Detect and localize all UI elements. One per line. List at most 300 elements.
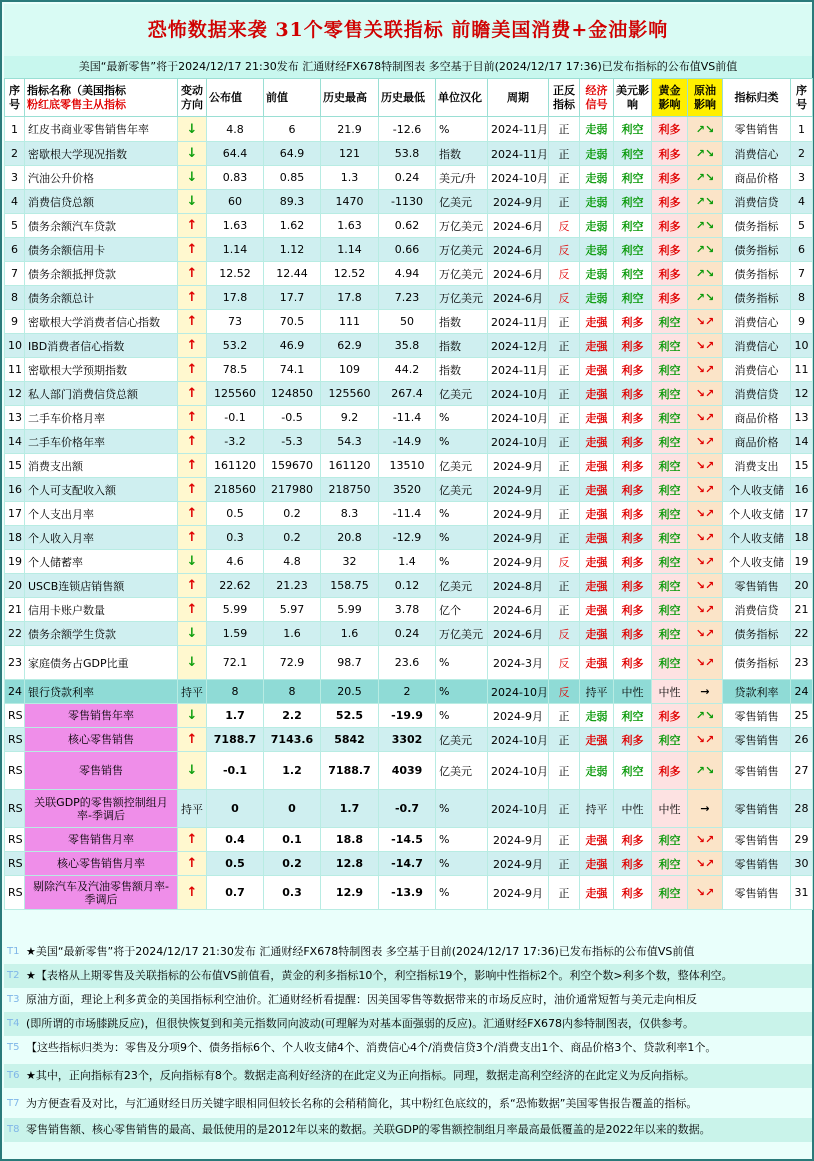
cell-published: 0.5 [207, 852, 264, 876]
cell-published: 5.99 [207, 598, 264, 622]
cell-econ-signal: 走强 [580, 478, 614, 502]
cell-pos-neg: 反 [549, 680, 580, 704]
cell-hist-high: 98.7 [321, 646, 379, 680]
table-row [5, 214, 813, 238]
col-hi: 历史最高 [321, 79, 379, 117]
cell-seq2: 5 [791, 214, 813, 238]
cell-usd-impact: 利多 [614, 334, 652, 358]
cell-published: 1.59 [207, 622, 264, 646]
cell-seq2: 18 [791, 526, 813, 550]
arrow-up-icon: ↑ [186, 530, 198, 545]
cell-direction [178, 574, 207, 598]
direction-label: 持平 [181, 802, 203, 816]
cell-category: 消费信心 [723, 142, 791, 166]
cell-pos-neg: 反 [549, 622, 580, 646]
cell-previous: 0.2 [264, 502, 321, 526]
cell-seq: 7 [5, 262, 25, 286]
cell-previous: 1.6 [264, 622, 321, 646]
cell-direction [178, 454, 207, 478]
cell-previous: 1.62 [264, 214, 321, 238]
cell-oil-impact: ↘↗ [688, 358, 723, 382]
col-econ: 经济信号 [580, 79, 614, 117]
cell-category: 债务指标 [723, 214, 791, 238]
cell-hist-high: 1.6 [321, 622, 379, 646]
cell-unit: % [436, 502, 488, 526]
cell-category: 商品价格 [723, 406, 791, 430]
cell-name: 信用卡账户数量 [25, 598, 178, 622]
arrow-up-icon: ↑ [186, 578, 198, 593]
cell-econ-signal: 持平 [580, 790, 614, 828]
cell-seq: 6 [5, 238, 25, 262]
arrow-up-icon: ↑ [186, 602, 198, 617]
cell-unit: 万亿美元 [436, 262, 488, 286]
table-row [5, 190, 813, 214]
arrow-up-icon: ↑ [186, 314, 198, 329]
cell-previous: 70.5 [264, 310, 321, 334]
note-line [4, 1064, 812, 1088]
table-row [5, 358, 813, 382]
arrow-up-icon: ↑ [186, 856, 198, 871]
cell-published: -3.2 [207, 430, 264, 454]
cell-oil-impact: ↗↘ [688, 238, 723, 262]
cell-category: 零售销售 [723, 704, 791, 728]
cell-direction [178, 286, 207, 310]
cell-name: 银行贷款利率 [25, 680, 178, 704]
cell-published: 53.2 [207, 334, 264, 358]
cell-published: 125560 [207, 382, 264, 406]
cell-pos-neg: 反 [549, 646, 580, 680]
cell-unit: 美元/升 [436, 166, 488, 190]
cell-period: 2024-9月 [488, 704, 549, 728]
cell-name: 债务余额抵押贷款 [25, 262, 178, 286]
cell-name: 私人部门消费信贷总额 [25, 382, 178, 406]
cell-period: 2024-9月 [488, 190, 549, 214]
cell-pos-neg: 反 [549, 238, 580, 262]
table-row [5, 704, 813, 728]
cell-previous: 64.9 [264, 142, 321, 166]
cell-direction [178, 334, 207, 358]
cell-seq2: 10 [791, 334, 813, 358]
cell-pos-neg: 正 [549, 752, 580, 790]
note-text: 【这些指标归类为：零售及分项9个、债务指标6个、个人收支储4个、消费信心4个/消费信贷3个/消费支出1个、商品价格3个、贷款利率1个。 [26, 1041, 717, 1054]
arrow-up-icon: ↑ [186, 242, 198, 257]
cell-hist-high: 32 [321, 550, 379, 574]
cell-hist-low: 50 [379, 310, 436, 334]
col-period: 周期 [488, 79, 549, 117]
cell-seq: RS [5, 790, 25, 828]
cell-seq: 21 [5, 598, 25, 622]
table-row [5, 598, 813, 622]
cell-period: 2024-9月 [488, 478, 549, 502]
cell-pos-neg: 正 [549, 526, 580, 550]
table-row [5, 622, 813, 646]
cell-previous: 159670 [264, 454, 321, 478]
note-text: 原油方面，理论上利多黄金的美国指标利空油价。汇通财经析看提醒：因美国零售等数据带来的市场反应时，油价通常短暂与美元走向相反 [26, 993, 697, 1006]
cell-econ-signal: 走强 [580, 406, 614, 430]
note-tag: T2 [7, 970, 20, 981]
col-usd: 美元影响 [614, 79, 652, 117]
cell-direction [178, 622, 207, 646]
cell-published: 1.14 [207, 238, 264, 262]
cell-pos-neg: 正 [549, 142, 580, 166]
cell-published: 1.63 [207, 214, 264, 238]
table-row [5, 310, 813, 334]
cell-category: 债务指标 [723, 646, 791, 680]
cell-previous: 8 [264, 680, 321, 704]
arrow-down-icon: ↓ [186, 763, 198, 778]
cell-previous: 124850 [264, 382, 321, 406]
cell-gold-impact: 利空 [652, 728, 688, 752]
cell-hist-high: 18.8 [321, 828, 379, 852]
cell-oil-impact: ↗↘ [688, 752, 723, 790]
cell-unit: 亿美元 [436, 478, 488, 502]
cell-published: 7188.7 [207, 728, 264, 752]
cell-seq2: 30 [791, 852, 813, 876]
cell-oil-impact: ↗↘ [688, 704, 723, 728]
cell-period: 2024-11月 [488, 358, 549, 382]
cell-period: 2024-11月 [488, 310, 549, 334]
cell-name: 剔除汽车及汽油零售额月率-季调后 [25, 876, 178, 910]
cell-pos-neg: 正 [549, 728, 580, 752]
cell-published: 72.1 [207, 646, 264, 680]
cell-category: 消费信贷 [723, 190, 791, 214]
col-name-line1: 指标名称（美国指标 [27, 83, 126, 97]
cell-usd-impact: 利空 [614, 752, 652, 790]
table-row [5, 752, 813, 790]
cell-direction [178, 704, 207, 728]
note-tag: T8 [7, 1124, 20, 1135]
cell-seq2: 14 [791, 430, 813, 454]
cell-pos-neg: 正 [549, 430, 580, 454]
cell-period: 2024-10月 [488, 430, 549, 454]
cell-direction [178, 310, 207, 334]
arrow-up-icon: ↑ [186, 218, 198, 233]
cell-name: 密歇根大学预期指数 [25, 358, 178, 382]
cell-gold-impact: 利空 [652, 382, 688, 406]
cell-gold-impact: 中性 [652, 790, 688, 828]
cell-pos-neg: 正 [549, 382, 580, 406]
arrow-down-icon: ↓ [186, 655, 198, 670]
cell-econ-signal: 走强 [580, 526, 614, 550]
cell-direction [178, 406, 207, 430]
cell-hist-low: 35.8 [379, 334, 436, 358]
cell-category: 零售销售 [723, 728, 791, 752]
arrow-up-icon: ↑ [186, 458, 198, 473]
cell-previous: 1.12 [264, 238, 321, 262]
cell-unit: % [436, 526, 488, 550]
cell-previous: 74.1 [264, 358, 321, 382]
note-tag: T6 [7, 1070, 20, 1081]
cell-usd-impact: 利多 [614, 478, 652, 502]
col-dir: 变动方向 [178, 79, 207, 117]
cell-previous: 0.2 [264, 526, 321, 550]
cell-usd-impact: 利多 [614, 646, 652, 680]
cell-seq2: 7 [791, 262, 813, 286]
arrow-up-icon: ↑ [186, 386, 198, 401]
cell-unit: % [436, 680, 488, 704]
arrow-down-icon: ↓ [186, 170, 198, 185]
cell-seq: 23 [5, 646, 25, 680]
arrow-down-icon: ↓ [186, 146, 198, 161]
table-row [5, 454, 813, 478]
cell-pos-neg: 正 [549, 478, 580, 502]
cell-unit: 指数 [436, 334, 488, 358]
cell-name: 关联GDP的零售额控制组月率-季调后 [25, 790, 178, 828]
cell-unit: 万亿美元 [436, 238, 488, 262]
cell-previous: 2.2 [264, 704, 321, 728]
note-tag: T4 [7, 1018, 20, 1029]
cell-pos-neg: 正 [549, 598, 580, 622]
cell-hist-low: -14.5 [379, 828, 436, 852]
cell-gold-impact: 利空 [652, 646, 688, 680]
col-name [25, 79, 178, 117]
note-text: 为方便查看及对比，与汇通财经日历关键字眼相同但较长名称的会稍稍简化，其中粉红色底纹的，系“恐怖数据”美国零售报告覆盖的指标。 [26, 1097, 698, 1110]
note-tag: T1 [7, 946, 20, 957]
cell-hist-high: 9.2 [321, 406, 379, 430]
cell-gold-impact: 利空 [652, 358, 688, 382]
cell-period: 2024-9月 [488, 502, 549, 526]
cell-usd-impact: 利多 [614, 454, 652, 478]
cell-usd-impact: 利多 [614, 502, 652, 526]
col-pub: 公布值 [207, 79, 264, 117]
cell-direction [178, 502, 207, 526]
cell-previous: -0.5 [264, 406, 321, 430]
cell-hist-low: 7.23 [379, 286, 436, 310]
cell-name: 红皮书商业零售销售年率 [25, 117, 178, 142]
col-seq: 序号 [5, 79, 25, 117]
cell-category: 债务指标 [723, 262, 791, 286]
cell-seq2: 23 [791, 646, 813, 680]
cell-unit: % [436, 704, 488, 728]
cell-oil-impact: ↘↗ [688, 478, 723, 502]
cell-name: 个人收入月率 [25, 526, 178, 550]
cell-usd-impact: 利空 [614, 166, 652, 190]
cell-period: 2024-9月 [488, 828, 549, 852]
cell-seq: RS [5, 876, 25, 910]
note-line [4, 1012, 812, 1036]
cell-econ-signal: 走弱 [580, 142, 614, 166]
cell-gold-impact: 利空 [652, 598, 688, 622]
cell-unit: % [436, 117, 488, 142]
cell-hist-high: 12.8 [321, 852, 379, 876]
cell-published: 218560 [207, 478, 264, 502]
col-prev: 前值 [264, 79, 321, 117]
cell-hist-low: 44.2 [379, 358, 436, 382]
arrow-down-icon: ↓ [186, 708, 198, 723]
cell-category: 零售销售 [723, 790, 791, 828]
table-row [5, 262, 813, 286]
indicator-table [4, 78, 813, 910]
cell-period: 2024-11月 [488, 117, 549, 142]
cell-hist-low: 267.4 [379, 382, 436, 406]
cell-usd-impact: 中性 [614, 790, 652, 828]
cell-oil-impact: ↘↗ [688, 406, 723, 430]
cell-hist-low: 3302 [379, 728, 436, 752]
note-tag: T7 [7, 1098, 20, 1109]
cell-seq2: 12 [791, 382, 813, 406]
cell-name: 债务余额信用卡 [25, 238, 178, 262]
cell-published: 1.7 [207, 704, 264, 728]
cell-hist-low: -14.9 [379, 430, 436, 454]
note-line [4, 940, 812, 964]
cell-seq: RS [5, 852, 25, 876]
cell-period: 2024-10月 [488, 166, 549, 190]
col-seq2: 序号 [791, 79, 813, 117]
cell-unit: % [436, 876, 488, 910]
cell-pos-neg: 正 [549, 828, 580, 852]
cell-gold-impact: 利多 [652, 142, 688, 166]
cell-unit: 指数 [436, 358, 488, 382]
cell-oil-impact: ↗↘ [688, 166, 723, 190]
cell-seq: 13 [5, 406, 25, 430]
cell-unit: 亿美元 [436, 728, 488, 752]
note-text: ★其中，正向指标有23个，反向指标有8个。数据走高利好经济的在此定义为正向指标。同理，数据走高利空经济的在此定义为反向指标。 [26, 1069, 695, 1082]
cell-name: 密歇根大学现况指数 [25, 142, 178, 166]
cell-unit: 万亿美元 [436, 286, 488, 310]
cell-seq: 16 [5, 478, 25, 502]
cell-gold-impact: 利空 [652, 310, 688, 334]
cell-seq: 1 [5, 117, 25, 142]
cell-hist-low: 4039 [379, 752, 436, 790]
cell-hist-low: 0.24 [379, 622, 436, 646]
cell-hist-high: 1.3 [321, 166, 379, 190]
cell-period: 2024-10月 [488, 728, 549, 752]
arrow-up-icon: ↑ [186, 732, 198, 747]
cell-econ-signal: 走强 [580, 454, 614, 478]
cell-usd-impact: 利空 [614, 214, 652, 238]
cell-period: 2024-10月 [488, 752, 549, 790]
cell-hist-low: -0.7 [379, 790, 436, 828]
cell-category: 消费信贷 [723, 598, 791, 622]
cell-seq2: 4 [791, 190, 813, 214]
table-row [5, 790, 813, 828]
cell-previous: 7143.6 [264, 728, 321, 752]
cell-oil-impact: ↗↘ [688, 262, 723, 286]
cell-oil-impact: ↘↗ [688, 852, 723, 876]
cell-period: 2024-11月 [488, 142, 549, 166]
arrow-down-icon: ↓ [186, 194, 198, 209]
cell-gold-impact: 利多 [652, 704, 688, 728]
cell-seq: RS [5, 752, 25, 790]
cell-hist-high: 161120 [321, 454, 379, 478]
cell-direction [178, 646, 207, 680]
cell-category: 消费支出 [723, 454, 791, 478]
cell-usd-impact: 利多 [614, 598, 652, 622]
cell-econ-signal: 走强 [580, 574, 614, 598]
table-row [5, 286, 813, 310]
cell-hist-low: -19.9 [379, 704, 436, 728]
cell-published: 4.6 [207, 550, 264, 574]
cell-period: 2024-6月 [488, 286, 549, 310]
cell-category: 零售销售 [723, 117, 791, 142]
cell-usd-impact: 利空 [614, 262, 652, 286]
cell-unit: % [436, 550, 488, 574]
cell-category: 个人收支储 [723, 478, 791, 502]
table-header-row [5, 79, 813, 117]
cell-hist-low: -13.9 [379, 876, 436, 910]
cell-name: 债务余额学生贷款 [25, 622, 178, 646]
cell-previous: 4.8 [264, 550, 321, 574]
cell-gold-impact: 利空 [652, 478, 688, 502]
table-row [5, 430, 813, 454]
cell-oil-impact: ↘↗ [688, 728, 723, 752]
cell-category: 债务指标 [723, 622, 791, 646]
cell-direction [178, 598, 207, 622]
cell-published: 8 [207, 680, 264, 704]
cell-gold-impact: 利空 [652, 828, 688, 852]
note-text: ★美国“最新零售”将于2024/12/17 21:30发布 汇通财经FX678特制图表 多空基于目前(2024/12/17 17:36)已发布指标的公布值VS前值 [26, 945, 695, 958]
table-row [5, 876, 813, 910]
cell-oil-impact: ↘↗ [688, 828, 723, 852]
cell-oil-impact: ↘↗ [688, 502, 723, 526]
cell-usd-impact: 利空 [614, 704, 652, 728]
table-row [5, 238, 813, 262]
cell-econ-signal: 走强 [580, 646, 614, 680]
cell-name: IBD消费者信心指数 [25, 334, 178, 358]
cell-pos-neg: 正 [549, 334, 580, 358]
cell-direction [178, 876, 207, 910]
cell-direction [178, 430, 207, 454]
cell-pos-neg: 正 [549, 876, 580, 910]
cell-econ-signal: 走强 [580, 310, 614, 334]
cell-unit: 指数 [436, 142, 488, 166]
cell-previous: 0 [264, 790, 321, 828]
cell-econ-signal: 持平 [580, 680, 614, 704]
table-row [5, 852, 813, 876]
cell-unit: 亿美元 [436, 382, 488, 406]
cell-period: 2024-6月 [488, 238, 549, 262]
cell-hist-high: 12.9 [321, 876, 379, 910]
cell-category: 零售销售 [723, 752, 791, 790]
cell-direction [178, 142, 207, 166]
cell-gold-impact: 利多 [652, 262, 688, 286]
cell-direction [178, 790, 207, 828]
cell-econ-signal: 走强 [580, 550, 614, 574]
cell-seq2: 6 [791, 238, 813, 262]
cell-direction [178, 166, 207, 190]
cell-category: 个人收支储 [723, 526, 791, 550]
cell-usd-impact: 利多 [614, 574, 652, 598]
page-title: 恐怖数据来袭 31个零售关联指标 前瞻美国消费+金油影响 [4, 4, 812, 56]
cell-hist-low: 0.62 [379, 214, 436, 238]
cell-gold-impact: 利空 [652, 526, 688, 550]
cell-category: 消费信心 [723, 310, 791, 334]
table-row [5, 550, 813, 574]
cell-published: 12.52 [207, 262, 264, 286]
cell-seq: 11 [5, 358, 25, 382]
table-row [5, 406, 813, 430]
cell-period: 2024-8月 [488, 574, 549, 598]
cell-oil-impact: ↘↗ [688, 430, 723, 454]
cell-seq2: 13 [791, 406, 813, 430]
cell-direction [178, 728, 207, 752]
arrow-down-icon: ↓ [186, 121, 198, 137]
cell-seq: 17 [5, 502, 25, 526]
cell-seq2: 2 [791, 142, 813, 166]
cell-seq: RS [5, 728, 25, 752]
cell-seq: 15 [5, 454, 25, 478]
cell-hist-high: 20.5 [321, 680, 379, 704]
cell-hist-low: 3520 [379, 478, 436, 502]
cell-unit: 万亿美元 [436, 622, 488, 646]
cell-previous: 0.1 [264, 828, 321, 852]
cell-category: 零售销售 [723, 852, 791, 876]
cell-seq2: 27 [791, 752, 813, 790]
table-row [5, 382, 813, 406]
cell-pos-neg: 正 [549, 704, 580, 728]
cell-seq2: 22 [791, 622, 813, 646]
cell-name: 零售销售年率 [25, 704, 178, 728]
